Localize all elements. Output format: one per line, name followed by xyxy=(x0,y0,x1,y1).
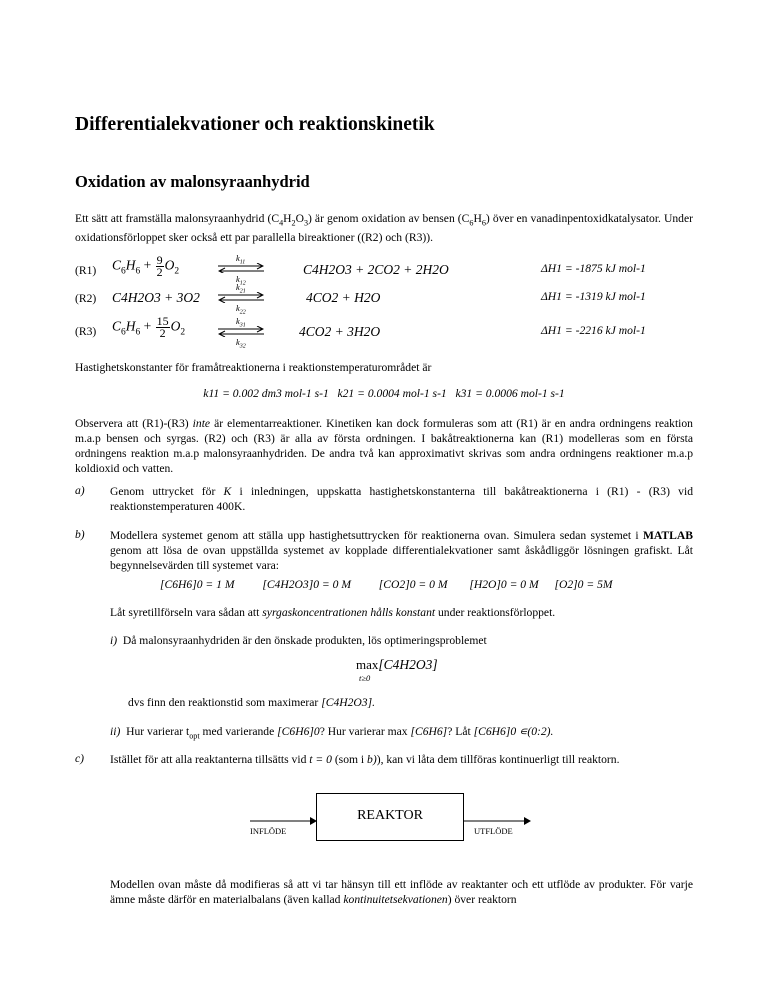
rate-k21: k21 = 0.0004 mol-1 s-1 xyxy=(337,387,447,400)
reaction-label-r2: (R2) xyxy=(75,292,97,305)
dvs-line: dvs finn den reaktionstid som maximerar [C4H2O3]. xyxy=(128,696,375,709)
initial-values xyxy=(160,577,613,592)
initial-co2: [CO2]0 = 0 M xyxy=(378,578,448,591)
max-expression: max[C4H2O3] t≥0 xyxy=(356,657,438,683)
subitem-ii: ii) Hur varierar $t_{opt}$ med varierande [C6H6]0? Hur varierar max [C6H6]? Låt [C6H6]0 ∊(0:2). xyxy=(110,725,554,741)
reaction-r3-lhs: $C_6H_6$ + $\frac{15}{2}$ $O_2$ xyxy=(112,314,186,340)
initial-c4h2o3: [C4H2O3]0 = 0 M xyxy=(262,578,351,591)
k11-label: $k_{11}$ xyxy=(236,253,246,266)
reactor-label: REAKTOR xyxy=(357,808,423,823)
reaction-r3-rhs: 4CO2 + 3H2O xyxy=(299,324,381,339)
reaction-label-r3: (R3) xyxy=(75,325,97,338)
initial-o2: [O2]0 = 5M xyxy=(554,578,613,591)
reaction-label-r1: (R1) xyxy=(75,264,97,277)
enthalpy-r2: ΔH1 = -1319 kJ mol-1 xyxy=(541,290,646,303)
reaction-r1-lhs: $C_6H_6$ + $\frac{9}{2}$ $O_2$ xyxy=(112,253,180,279)
final-paragraph: Modellen ovan måste då modifieras så att vi tar hänsyn till ett inflöde av reaktanter och ett utflöde av produkter. För varje ämne måste därför en materialbalans (även kallad kontinuitetsekvationen) över reaktorn xyxy=(110,878,693,906)
item-c-text: Istället för att alla reaktanterna tillsätts vid t = 0 (som i b)), kan vi låta dem tillföras kontinuerligt till reaktorn. xyxy=(110,753,620,766)
rate-k31: k31 = 0.0006 mol-1 s-1 xyxy=(455,387,565,400)
initial-h2o: [H2O]0 = 0 M xyxy=(469,578,539,591)
k31-label: $k_{31}$ xyxy=(236,316,246,329)
item-b-label: b) xyxy=(75,528,85,541)
rates-intro: Hastighetskonstanter för framåtreaktionerna i reaktionstemperaturområdet är xyxy=(75,361,432,374)
subitem-i: i) Då malonsyraanhydriden är den önskade produkten, lös optimeringsproblemet xyxy=(110,634,487,647)
item-a-label: a) xyxy=(75,484,85,497)
section-title: Oxidation av malonsyraanhydrid xyxy=(75,172,310,191)
initial-c6h6: [C6H6]0 = 1 M xyxy=(160,578,235,591)
rate-k11: k11 = 0.002 dm3 mol-1 s-1 xyxy=(203,387,329,400)
outflow-label: UTFLÖDE xyxy=(474,826,513,836)
rate-constants xyxy=(75,386,693,401)
intro-paragraph: Ett sätt att framställa malonsyraanhydrid $(C_4H_2O_3)$ är genom oxidation av bensen $(C_6H_6)$ över en vanadinpentoxidkatalysator. Under oxidationsförloppet sker också ett par parallella bireaktioner ((R2) och (R3)). xyxy=(75,212,693,245)
enthalpy-r1: ΔH1 = -1875 kJ mol-1 xyxy=(541,262,646,275)
item-b-text: Modellera systemet genom att ställa upp hastighetsuttrycken för reaktionerna ovan. Simulera sedan systemet i MATLAB genom att lösa de ovan uppställda systemet av kopplade differentialekvationer samt åskådliggör lösningen grafiskt. Låt begynnelsevärden till systemet vara: xyxy=(110,529,693,572)
k22-label: $k_{22}$ xyxy=(236,303,246,316)
inflow-label: INFLÖDE xyxy=(250,826,287,836)
item-a-text: Genom uttrycket för K i inledningen, uppskatta hastighetskonstanterna till bakåtreaktionerna i (R1) - (R3) vid reaktionstemperaturen 400K. xyxy=(110,485,693,513)
k32-label: $k_{32}$ xyxy=(236,337,246,350)
observe-paragraph: Observera att (R1)-(R3) inte är elementarreaktioner. Kinetiken kan dock formuleras som att (R1) är en andra ordningens reaktion m.a.p bensen och syrgas. (R2) och (R3) är alla av första ordningen. I bakåtreaktionerna kan (R1) modelleras som en första ordningens reaktion m.a.p malonsyraanhydriden. De andra två kan approximativt skrivas som andra ordningens reaktioner m.a.p koldioxid och vatten. xyxy=(75,417,693,475)
reaction-r2-lhs: C4H2O3 + 3O2 xyxy=(112,290,200,305)
item-c-label: c) xyxy=(75,752,85,765)
k21-label: $k_{21}$ xyxy=(236,282,246,295)
document-title: Differentialekvationer och reaktionskinetik xyxy=(75,114,435,135)
reaction-r1-rhs: C4H2O3 + 2CO2 + 2H2O xyxy=(303,262,449,277)
enthalpy-r3: ΔH1 = -2216 kJ mol-1 xyxy=(541,324,646,337)
k12-label: $k_{12}$ xyxy=(236,274,246,287)
oxygen-note: Låt syretillförseln vara sådan att syrgaskoncentrationen hålls konstant under reaktionsförloppet. xyxy=(110,606,556,619)
reaction-r2-rhs: 4CO2 + H2O xyxy=(306,290,381,305)
